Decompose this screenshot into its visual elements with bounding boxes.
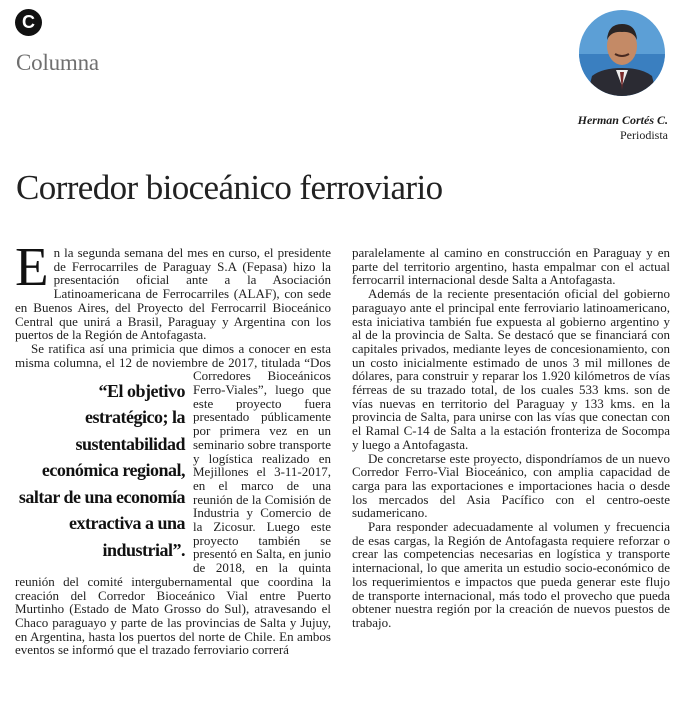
author-byline	[578, 113, 668, 143]
section-label: Columna	[16, 50, 99, 75]
article-column-left	[15, 236, 331, 658]
drop-cap: E	[15, 236, 49, 297]
author-role: Periodista	[620, 128, 668, 142]
paragraph-text: n la segunda semana del mes en curso, el presidente de Ferrocarriles de Paraguay S.A (Fepasa) hizo la presentación oficial ante a la Asociación Latinoamericana de Ferrocarriles (ALAF), con sede en Buenos Aires, del Proyecto del Ferrocarril Bioceánico Central que unirá a Brasil, Paraguay y Argentina con los puertos de la Región de Antofagasta.	[15, 245, 331, 343]
article-paragraph	[15, 342, 331, 657]
paragraph-text: Se ratifica así una primicia que dimos a conocer en esta misma columna, el 12 de noviembre de 2017, titulada “Dos Corredores Bioceánicos Ferro-Viales”, luego que este proyecto fuera presentado públicamente por primera vez en un seminario sobre transporte y logística realizado en Mejillones el 3-11-2017, en el marco de una reunión de la Comisión de Industria y Comercio de la Zicosur. Luego este proyecto también se presentó en Salta, en junio de 2018, en la quinta reunión del comité intergubernamental que coordina la creación del Corredor Bioceánico Vial entre Puerto Murtinho (Estado de Mato Grosso do Sul), atravesando el Chaco paraguayo y parte de las provincias de Salta y Jujuy, en Argentina, hasta los puertos del norte de Chile. En ambos eventos se informó que el trazado ferroviario correrá	[15, 340, 331, 658]
author-photo	[578, 6, 666, 100]
author-name: Herman Cortés C.	[577, 113, 668, 127]
pull-quote: “El objetivo estratégico; la sustentabilidad económica regional, saltar de una economía extractiva a una industrial”.	[18, 380, 185, 560]
column-badge-icon: C	[15, 9, 42, 36]
article-paragraph: De concretarse este proyecto, dispondríamos de un nuevo Corredor Ferro-Vial Bioceánico, con amplia capacidad de carga para las exportaciones e importaciones hacia o desde los mercados del Asia Pacífico con el centro-oeste sudamericano.	[352, 450, 670, 521]
article-paragraph: Además de la reciente presentación oficial del gobierno paraguayo ante el principal ente ferroviario latinoamericano, esta iniciativa también fue expuesta al gobierno argentino y al de la provincia de Salta. Se destacó que se financiará con capitales privados, mediante leyes de concesionamiento, con un costo inicialmente estimado de unos 3 mil millones de dólares, para construir y reparar los 1.920 kilómetros de vías férreas de su trazado total, de los cuales 533 kms. son de vías nuevas en territorio del Paraguay y 133 kms. en la provincia de Salta, para unirse con las vías que conectan con el Ramal C-14 de Salta a la estación fronteriza de Socompa y luego a Antofagasta.	[352, 286, 670, 452]
article-paragraph	[15, 236, 331, 343]
article-title: Corredor bioceánico ferroviario	[16, 168, 443, 207]
article-paragraph: paralelamente al camino en construcción en Paraguay y en parte del territorio argentino, hasta empalmar con el actual ferrocarril internacional desde Salta a Antofagasta.	[352, 245, 670, 288]
article-column-right	[352, 246, 670, 630]
article-paragraph: Para responder adecuadamente al volumen y frecuencia de esas cargas, la Región de Antofagasta requiere reforzar o crear las competencias necesarias en logística y transporte internacional, lo que amerita un estudio socio-económico de los requerimientos e impactos que pueda generar este flujo de transporte internacional, más todo el provecho que pueda obtener nuestra región por la creación de nuevos puestos de trabajo.	[352, 519, 670, 630]
